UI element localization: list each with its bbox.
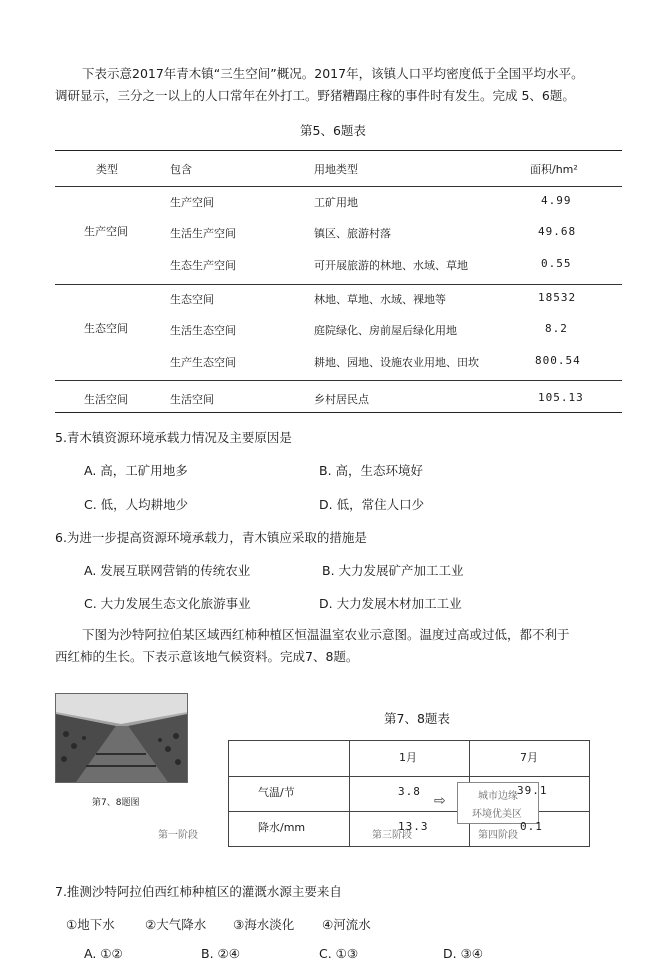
right-arrow-icon: ⇨ [434, 793, 446, 809]
greenhouse-photo [55, 693, 188, 783]
intro2-line-2: 西红柿的生长。下表示意该地气候资料。完成7、8题。 [55, 649, 359, 664]
table2-col-divider [349, 741, 350, 846]
table2-row-temp-label: 气温/节 [258, 786, 295, 799]
table1-include: 生活空间 [170, 393, 214, 406]
question-7-option-b[interactable]: B. ②④ [201, 946, 240, 961]
table1-include: 生产空间 [170, 196, 214, 209]
question-6-option-d[interactable]: D. 大力发展木材加工工业 [319, 596, 462, 611]
table1-area: 18532 [538, 291, 577, 304]
table1-land: 工矿用地 [314, 196, 358, 209]
table1-header-type: 类型 [96, 163, 118, 176]
overlay-line-2: 环境优美区 [472, 809, 522, 820]
table1-include: 生态空间 [170, 293, 214, 306]
question-5-option-b[interactable]: B. 高，生态环境好 [319, 463, 424, 478]
table1-bottom-rule [55, 412, 622, 413]
question-7-source-2: ②大气降水 [145, 917, 207, 932]
table2-temp-jan: 3.8 [398, 785, 421, 798]
table1-include: 生产生态空间 [170, 356, 236, 369]
overlay-line-1: 城市边缘 [478, 791, 518, 802]
question-7-option-d[interactable]: D. ③④ [443, 946, 483, 961]
table1-include: 生活生产空间 [170, 227, 236, 240]
table1-land: 林地、草地、水域、裸地等 [314, 293, 446, 306]
table1-land: 可开展旅游的林地、水域、草地 [314, 259, 468, 272]
question-5-option-c[interactable]: C. 低，人均耕地少 [84, 497, 189, 512]
stamp-stage-3: 第三阶段 [372, 830, 412, 841]
table1-area: 105.13 [538, 391, 584, 404]
intro2-paragraph [55, 624, 625, 668]
table1-include: 生态生产空间 [170, 259, 236, 272]
table2-col-jan: 1月 [399, 751, 417, 764]
table1-header-include: 包含 [170, 163, 192, 176]
table2-title: 第7、8题表 [384, 711, 450, 726]
question-6-option-c[interactable]: C. 大力发展生态文化旅游事业 [84, 596, 251, 611]
stamp-stage-1: 第一阶段 [158, 830, 198, 841]
intro-paragraph [55, 63, 625, 107]
table1-header-rule [55, 186, 622, 187]
table1-area: 8.2 [545, 322, 568, 335]
intro-line-1: 下表示意2017年青木镇“三生空间”概况。2017年，该镇人口平均密度低于全国平均水平。 [82, 66, 584, 81]
question-7-option-c[interactable]: C. ①③ [319, 946, 359, 961]
question-5-option-a[interactable]: A. 高，工矿用地多 [84, 463, 188, 478]
question-6-option-b[interactable]: B. 大力发展矿产加工工业 [322, 563, 464, 578]
question-5-option-d[interactable]: D. 低，常住人口少 [319, 497, 425, 512]
table2-col-jul: 7月 [520, 751, 538, 764]
table1-title: 第5、6题表 [300, 123, 366, 138]
question-6-stem: 6.为进一步提高资源环境承载力，青木镇应采取的措施是 [55, 530, 367, 545]
table1-area: 800.54 [535, 354, 581, 367]
table1-group2-rule [55, 380, 622, 381]
table1-land: 乡村居民点 [314, 393, 369, 406]
table1-land: 耕地、园地、设施农业用地、田坎 [314, 356, 479, 369]
table2-precip-jan: 13.3 [398, 820, 429, 833]
greenhouse-photo-illustration [56, 694, 187, 782]
table1-area: 4.99 [541, 194, 572, 207]
table2-precip-jul: 0.1 [520, 820, 543, 833]
question-7-source-4: ④河流水 [322, 917, 371, 932]
question-7-option-a[interactable]: A. ①② [84, 946, 123, 961]
table1-group-type: 生产空间 [84, 225, 128, 238]
table1-land: 镇区、旅游村落 [314, 227, 391, 240]
question-7-source-1: ①地下水 [66, 917, 115, 932]
table1-header-land: 用地类型 [314, 163, 358, 176]
table1-group1-rule [55, 284, 622, 285]
table1-group-type: 生活空间 [84, 393, 128, 406]
question-7-stem: 7.推测沙特阿拉伯西红柿种植区的灌溉水源主要来自 [55, 884, 342, 899]
table1-area: 49.68 [538, 225, 577, 238]
table2-row-precip-label: 降水/mm [258, 821, 306, 834]
table1-group-type: 生态空间 [84, 322, 128, 335]
table1-include: 生活生态空间 [170, 324, 236, 337]
question-7-source-3: ③海水淡化 [233, 917, 295, 932]
table1-land: 庭院绿化、房前屋后绿化用地 [314, 324, 457, 337]
table1-header-area: 面积/hm² [530, 163, 578, 176]
table1-top-rule [55, 150, 622, 151]
table2-temp-jul: 39.1 [517, 784, 548, 797]
table2-row-divider [229, 776, 589, 777]
question-5-stem: 5.青木镇资源环境承载力情况及主要原因是 [55, 430, 292, 445]
intro-line-2: 调研显示，三分之一以上的人口常年在外打工。野猪糟蹋庄稼的事件时有发生。完成 5、6题。 [55, 88, 575, 103]
figure-caption: 第7、8题图 [92, 798, 140, 808]
intro2-line-1: 下图为沙特阿拉伯某区域西红柿种植区恒温温室农业示意图。温度过高或过低，都不利于 [82, 627, 570, 642]
table1-area: 0.55 [541, 257, 572, 270]
stamp-stage-4: 第四阶段 [478, 830, 518, 841]
question-6-option-a[interactable]: A. 发展互联网营销的传统农业 [84, 563, 251, 578]
